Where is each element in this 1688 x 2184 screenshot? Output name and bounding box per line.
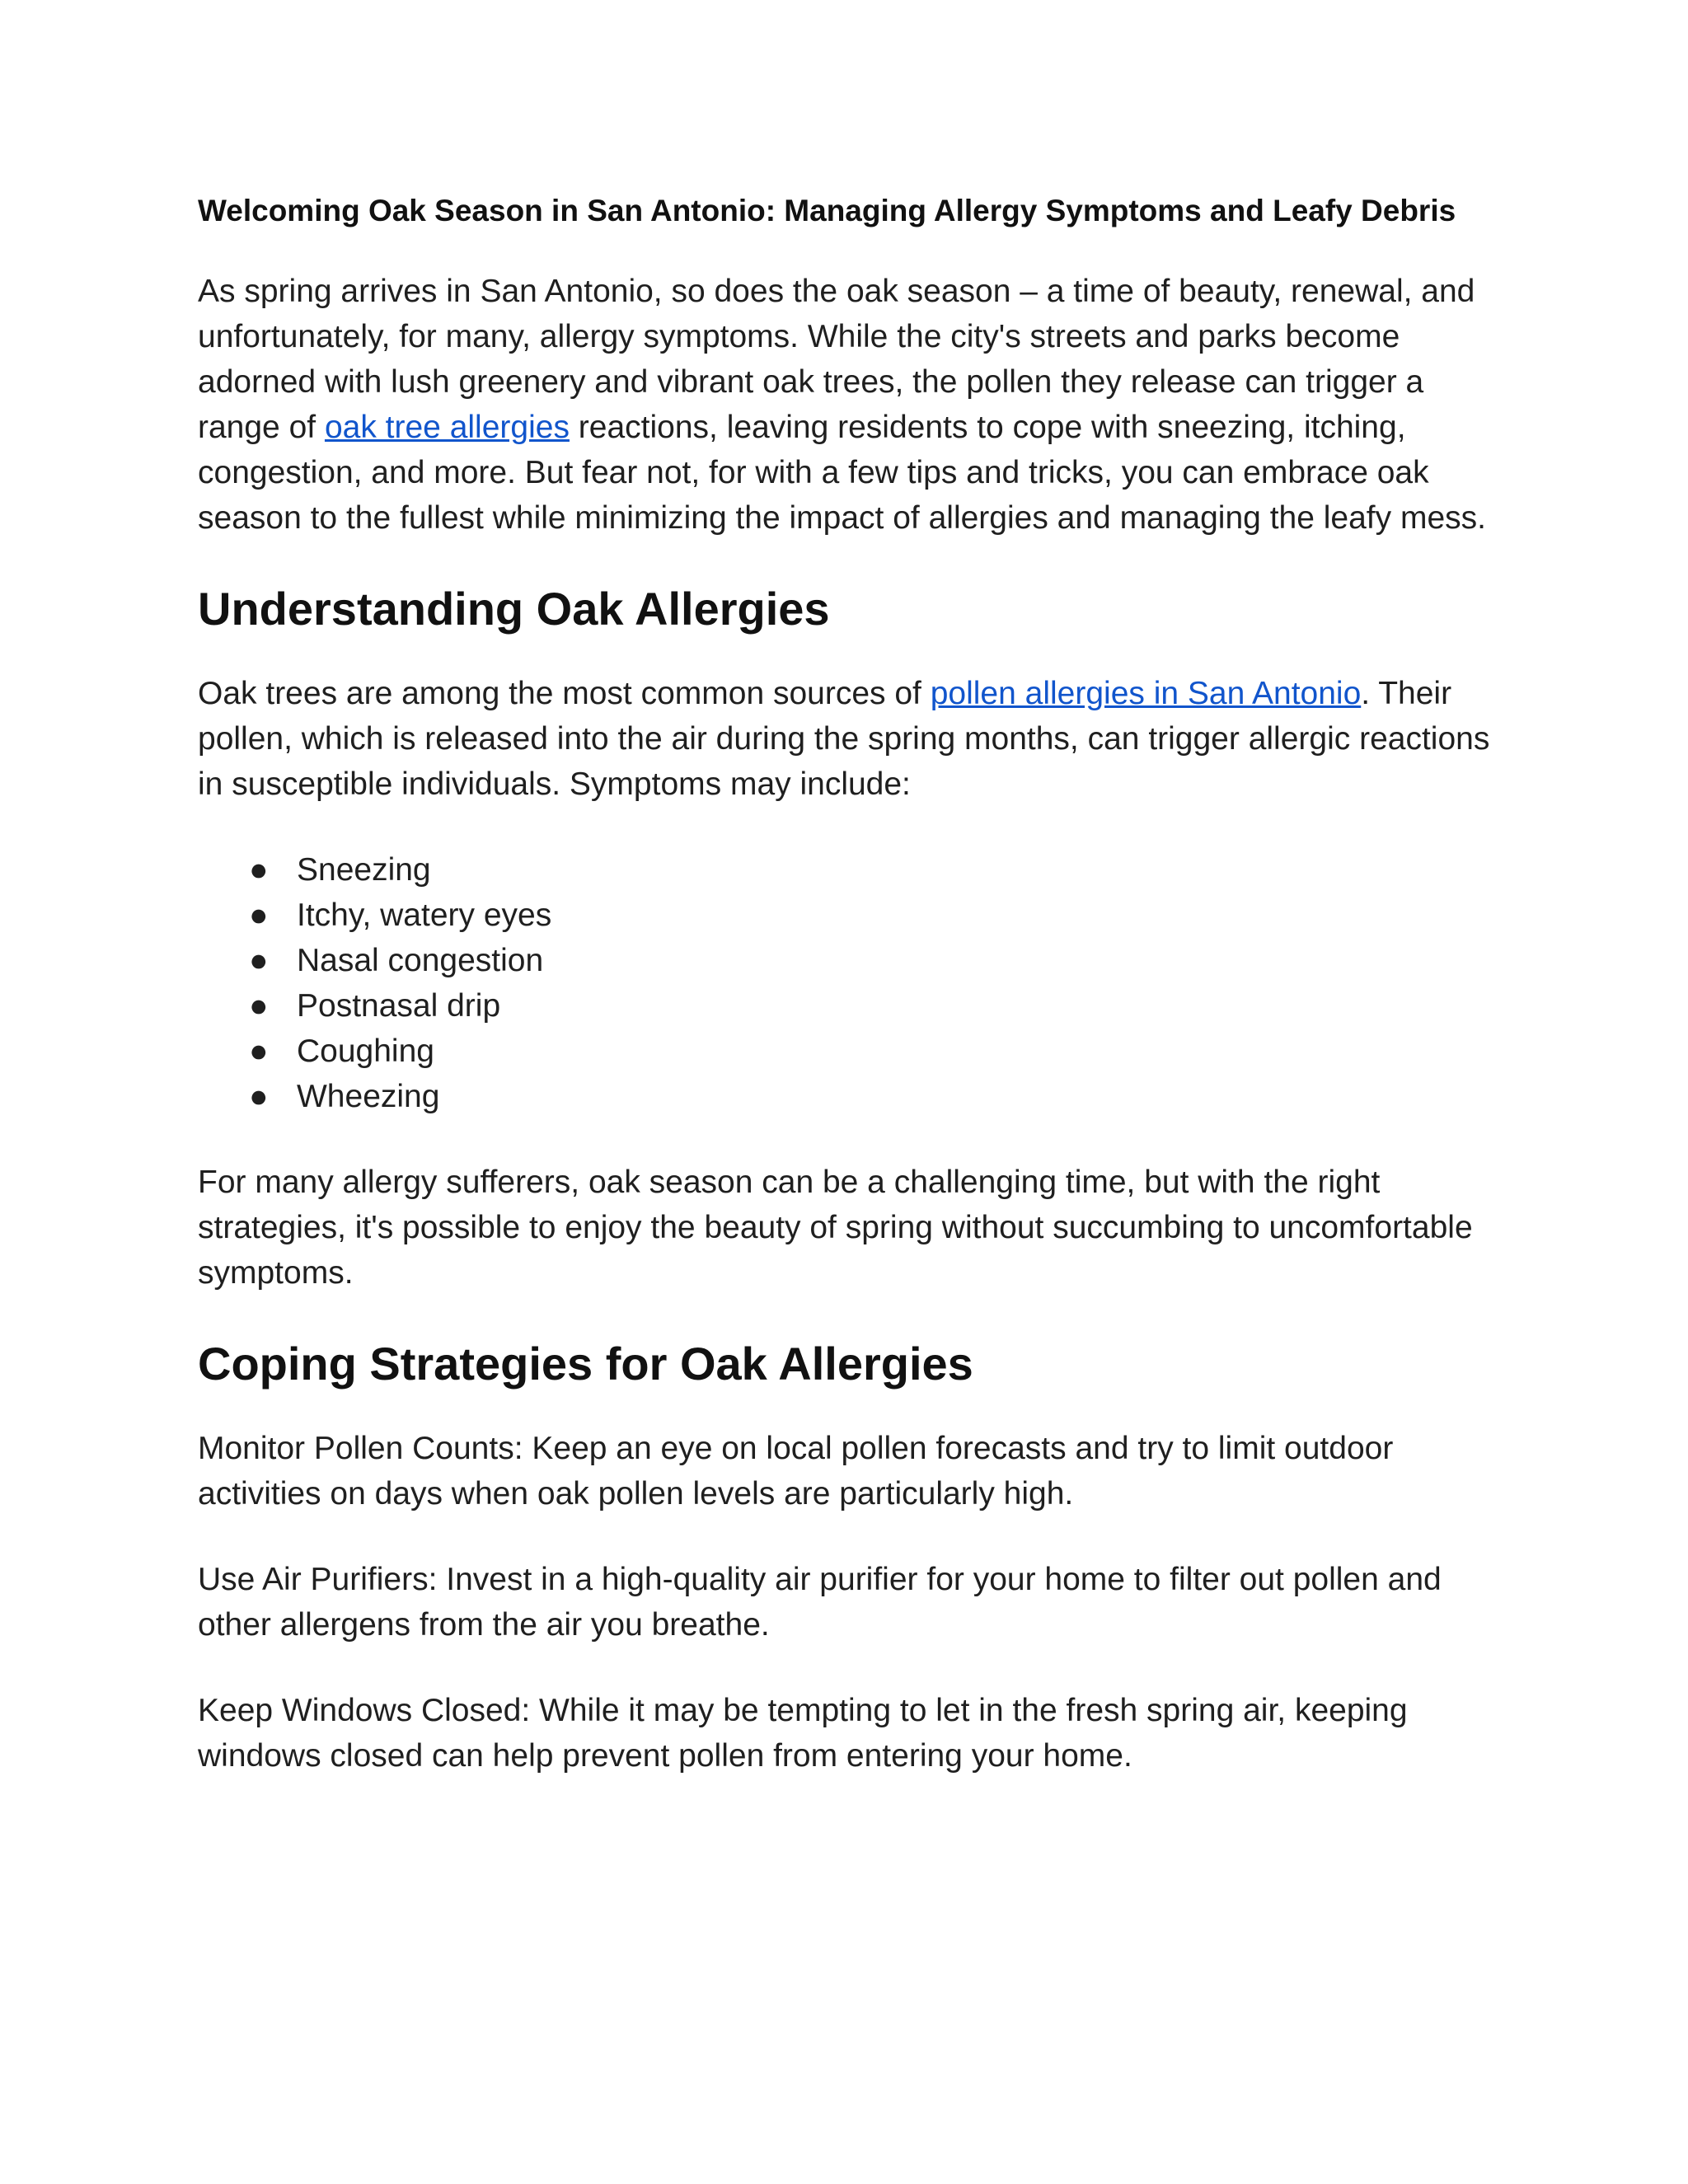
bullet-icon: ● <box>249 988 269 1024</box>
bullet-icon: ● <box>249 898 269 934</box>
understanding-text-before-link: Oak trees are among the most common sources of <box>198 676 931 712</box>
symptoms-list <box>198 847 1500 1119</box>
oak-tree-allergies-link[interactable]: oak tree allergies <box>324 410 570 446</box>
intro-text-before-link: As spring arrives in San Antonio, so does the oak season – a time of beauty, renewal, and unfortunately, for many, allergy symptoms. While the city's streets and parks become adorned with lush greenery and vibrant oak trees, the pollen they release can trigger a range of <box>198 274 1475 446</box>
strategy-paragraph: Monitor Pollen Counts: Keep an eye on local pollen forecasts and try to limit outdoor activities on days when oak pollen levels are particularly high. <box>198 1431 1394 1512</box>
intro-text-after-link: reactions, leaving residents to cope with sneezing, itching, congestion, and more. But fear not, for with a few tips and tricks, you can embrace oak season to the fullest while minimizing the impact of allergies and managing the leafy mess. <box>198 410 1486 537</box>
bullet-icon: ● <box>249 1033 269 1070</box>
list-item <box>198 983 1500 1029</box>
section-heading-coping: Coping Strategies for Oak Allergies <box>198 1338 973 1390</box>
pollen-allergies-link[interactable]: pollen allergies in San Antonio <box>930 676 1362 712</box>
understanding-text-after-link: . Their pollen, which is released into the air during the spring months, can trigger allergic reactions in susceptible individuals. Symptoms may include: <box>198 676 1490 803</box>
list-item <box>198 1029 1500 1074</box>
bullet-icon: ● <box>249 943 269 979</box>
symptom-text: Coughing <box>297 1033 434 1070</box>
symptom-text: Wheezing <box>297 1079 440 1115</box>
symptom-text: Sneezing <box>297 852 431 888</box>
list-item <box>198 1074 1500 1119</box>
document-page <box>198 191 1500 1819</box>
section-heading-understanding: Understanding Oak Allergies <box>198 583 830 635</box>
symptom-text: Postnasal drip <box>297 988 501 1024</box>
symptom-text: Itchy, watery eyes <box>297 898 552 934</box>
symptom-text: Nasal congestion <box>297 943 544 979</box>
strategy-paragraph: Use Air Purifiers: Invest in a high-quality air purifier for your home to filter out pollen and other allergens from the air you breathe. <box>198 1562 1442 1643</box>
list-item <box>198 893 1500 938</box>
bullet-icon: ● <box>249 1079 269 1115</box>
list-item <box>198 847 1500 893</box>
bullet-icon: ● <box>249 852 269 888</box>
document-title: Welcoming Oak Season in San Antonio: Managing Allergy Symptoms and Leafy Debris <box>198 194 1456 227</box>
strategy-paragraph: Keep Windows Closed: While it may be tempting to let in the fresh spring air, keeping windows closed can help prevent pollen from entering your home. <box>198 1693 1408 1774</box>
list-item <box>198 938 1500 983</box>
understanding-paragraph <box>198 671 1500 807</box>
intro-paragraph <box>198 269 1500 541</box>
understanding-closing-paragraph: For many allergy sufferers, oak season can be a challenging time, but with the right strategies, it's possible to enjoy the beauty of spring without succumbing to uncomfortable symptoms. <box>198 1165 1473 1291</box>
